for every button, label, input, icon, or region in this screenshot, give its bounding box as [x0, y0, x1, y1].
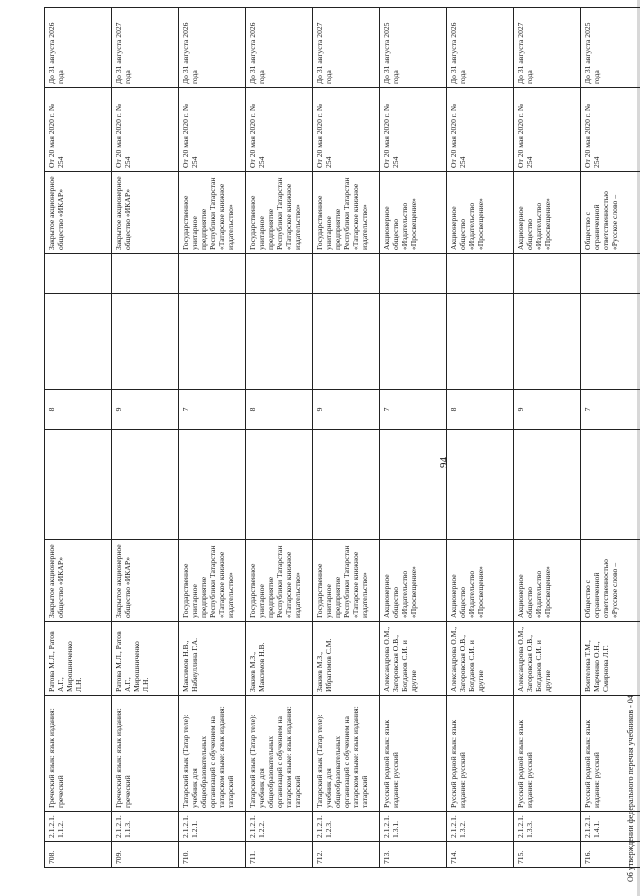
cell-publisher_b: Акционерное общество «Издательство «Просвещение» [449, 198, 485, 250]
row-authors [112, 622, 179, 696]
row-blank [514, 430, 581, 540]
cell-until: До 31 августа 2026 года [181, 22, 199, 84]
row-publisher [112, 540, 179, 622]
row-order [380, 88, 447, 172]
cell-ex: 9 [516, 407, 525, 412]
row-valid-until [313, 8, 380, 88]
row-blank [380, 294, 447, 390]
cell-title: Татарский язык (Татар теле): учебник для общеобразовательных организаций с обучением на татарском языке: язык издания: татарский [315, 706, 369, 808]
cell-title: Русский родной язык: язык издания: русский [583, 719, 601, 808]
row-publisher-repeat [45, 172, 112, 254]
cell-order: От 20 мая 2020 г. № 254 [583, 103, 601, 168]
row-blank [112, 254, 179, 294]
row-blank [179, 430, 246, 540]
table-row [45, 8, 112, 868]
cell-authors: Александрова О.М., Загоровская О.В., Богданов С.И. и другие [382, 626, 418, 692]
cell-title: Русский родной язык: язык издания: русский [516, 719, 534, 808]
row-grade [246, 390, 313, 430]
row-blank [179, 254, 246, 294]
row-number [313, 842, 380, 868]
row-blank [581, 430, 640, 540]
cell-publisher_b: Государственное унитарное предприятие Республики Татарстан «Татарское книжное издательство» [248, 177, 302, 250]
cell-authors: Максимов Н.В., Набиуллина Г.А. [181, 637, 199, 692]
row-code [179, 812, 246, 842]
table-row [246, 8, 313, 868]
row-blank [514, 254, 581, 294]
row-blank [447, 254, 514, 294]
cell-no: 715. [516, 850, 525, 864]
cell-authors: Воителева Т.М., Марченко О.Н., Смирнова Л.Г. [583, 640, 610, 692]
row-blank [246, 254, 313, 294]
row-grade [514, 390, 581, 430]
row-valid-until [179, 8, 246, 88]
row-publisher [246, 540, 313, 622]
table-row [313, 8, 380, 868]
row-order [581, 88, 640, 172]
row-code [380, 812, 447, 842]
cell-order: От 20 мая 2020 г. № 254 [449, 103, 467, 168]
row-code [246, 812, 313, 842]
cell-code: 2.1.2.1.1.3.3. [516, 815, 534, 838]
row-blank [380, 254, 447, 294]
row-grade [112, 390, 179, 430]
cell-publisher_a: Акционерное общество «Издательство «Просвещение» [449, 566, 485, 618]
cell-publisher_a: Государственное унитарное предприятие Республики Татарстан «Татарское книжное издательство» [181, 545, 235, 618]
row-authors [514, 622, 581, 696]
row-number [380, 842, 447, 868]
table-row [380, 8, 447, 868]
row-publisher [380, 540, 447, 622]
row-valid-until [514, 8, 581, 88]
cell-ex: 7 [181, 407, 190, 412]
row-title [246, 696, 313, 812]
cell-ex: 9 [315, 407, 324, 412]
row-grade [447, 390, 514, 430]
row-code [514, 812, 581, 842]
cell-no: 708. [47, 850, 56, 864]
row-order [45, 88, 112, 172]
cell-publisher_a: Акционерное общество «Издательство «Просвещение» [516, 566, 552, 618]
row-order [179, 88, 246, 172]
row-authors [581, 622, 640, 696]
row-blank [313, 430, 380, 540]
cell-authors: Закиев М.З., Ибрагимов С.М. [315, 638, 333, 692]
row-blank [112, 430, 179, 540]
cell-until: До 31 августа 2025 года [583, 22, 601, 84]
cell-authors: Александрова О.М., Загоровская О.В., Богданов С.И. и другие [449, 626, 485, 692]
row-publisher-repeat [313, 172, 380, 254]
footer-note: Об утверждении федерального перечня учебников - 04 [626, 695, 635, 882]
row-blank [246, 430, 313, 540]
cell-ex: 7 [583, 407, 592, 412]
row-order [313, 88, 380, 172]
row-order [447, 88, 514, 172]
page-number: 94 [438, 457, 450, 468]
cell-until: До 31 августа 2027 года [315, 22, 333, 84]
cell-no: 712. [315, 850, 324, 864]
cell-order: От 20 мая 2020 г. № 254 [315, 103, 333, 168]
cell-publisher_b: Государственное унитарное предприятие Республики Татарстан «Татарское книжное издательство» [315, 177, 369, 250]
cell-publisher_a: Государственное унитарное предприятие Республики Татарстан «Татарское книжное издательство» [315, 545, 369, 618]
cell-until: До 31 августа 2027 года [516, 22, 534, 84]
row-authors [313, 622, 380, 696]
row-blank [581, 254, 640, 294]
cell-title: Татарский язык (Татар теле): учебник для общеобразовательных организаций с обучением на татарском языке: язык издания: татарский [181, 706, 235, 808]
cell-order: От 20 мая 2020 г. № 254 [516, 103, 534, 168]
cell-publisher_b: Закрытое акционерное общество «ИКАР» [114, 176, 132, 250]
cell-no: 716. [583, 850, 592, 864]
row-valid-until [45, 8, 112, 88]
row-authors [246, 622, 313, 696]
row-blank [313, 294, 380, 390]
row-publisher-repeat [179, 172, 246, 254]
row-valid-until [581, 8, 640, 88]
cell-no: 711. [248, 850, 257, 864]
cell-until: До 31 августа 2026 года [449, 22, 467, 84]
row-blank [179, 294, 246, 390]
table-row [447, 8, 514, 868]
cell-until: До 31 августа 2027 года [114, 22, 132, 84]
row-valid-until [246, 8, 313, 88]
row-number [179, 842, 246, 868]
cell-no: 709. [114, 850, 123, 864]
cell-code: 2.1.2.1.1.3.1. [382, 815, 400, 838]
row-title [313, 696, 380, 812]
cell-ex: 8 [248, 407, 257, 412]
row-publisher-repeat [112, 172, 179, 254]
cell-order: От 20 мая 2020 г. № 254 [248, 103, 266, 168]
cell-title: Татарский язык (Татар теле): учебник для общеобразовательных организаций с обучением на татарском языке: язык издания: татарский [248, 706, 302, 808]
cell-until: До 31 августа 2025 года [382, 22, 400, 84]
cell-title: Греческий язык: язык издания: греческий [47, 708, 65, 808]
row-publisher-repeat [447, 172, 514, 254]
cell-publisher_a: Государственное унитарное предприятие Республики Татарстан «Татарское книжное издательство» [248, 545, 302, 618]
row-number [112, 842, 179, 868]
row-grade [380, 390, 447, 430]
row-valid-until [112, 8, 179, 88]
row-order [112, 88, 179, 172]
row-authors [447, 622, 514, 696]
row-code [313, 812, 380, 842]
row-order [514, 88, 581, 172]
row-title [380, 696, 447, 812]
cell-title: Греческий язык: язык издания: греческий [114, 708, 132, 808]
table-row [179, 8, 246, 868]
cell-no: 713. [382, 850, 391, 864]
cell-publisher_b: Акционерное общество «Издательство «Просвещение» [382, 198, 418, 250]
row-valid-until [380, 8, 447, 88]
cell-order: От 20 мая 2020 г. № 254 [114, 103, 132, 168]
row-title [514, 696, 581, 812]
row-grade [313, 390, 380, 430]
row-publisher-repeat [380, 172, 447, 254]
cell-order: От 20 мая 2020 г. № 254 [382, 103, 400, 168]
cell-no: 714. [449, 850, 458, 864]
table-row [112, 8, 179, 868]
row-title [112, 696, 179, 812]
cell-publisher_b: Государственное унитарное предприятие Республики Татарстан «Татарское книжное издательство» [181, 177, 235, 250]
row-authors [380, 622, 447, 696]
textbook-table [44, 7, 640, 868]
cell-ex: 7 [382, 407, 391, 412]
row-blank [380, 430, 447, 540]
row-number [45, 842, 112, 868]
row-blank [45, 254, 112, 294]
table-row [514, 8, 581, 868]
row-code [45, 812, 112, 842]
cell-authors: Ратова М.Л., Ратов А.Г., Мирошниченко Л.Н. [114, 631, 150, 692]
row-title [447, 696, 514, 812]
row-blank [45, 430, 112, 540]
cell-publisher_a: Закрытое акционерное общество «ИКАР» [47, 544, 65, 618]
cell-title: Русский родной язык: язык издания: русский [449, 719, 467, 808]
row-publisher [45, 540, 112, 622]
row-blank [447, 430, 514, 540]
row-blank [112, 294, 179, 390]
cell-publisher_a: Общество с ограниченной ответственностью «Русское слово – [583, 559, 619, 618]
row-blank [246, 294, 313, 390]
cell-publisher_a: Закрытое акционерное общество «ИКАР» [114, 544, 132, 618]
cell-title: Русский родной язык: язык издания: русский [382, 719, 400, 808]
row-title [179, 696, 246, 812]
row-authors [179, 622, 246, 696]
row-blank [514, 294, 581, 390]
cell-order: От 20 мая 2020 г. № 254 [181, 103, 199, 168]
cell-publisher_b: Закрытое акционерное общество «ИКАР» [47, 176, 65, 250]
row-publisher-repeat [246, 172, 313, 254]
row-grade [45, 390, 112, 430]
cell-code: 2.1.2.1.1.2.2. [248, 815, 266, 838]
row-blank [313, 254, 380, 294]
cell-ex: 8 [449, 407, 458, 412]
row-publisher [514, 540, 581, 622]
cell-order: От 20 мая 2020 г. № 254 [47, 103, 65, 168]
cell-code: 2.1.2.1.1.1.3. [114, 815, 132, 838]
row-publisher [179, 540, 246, 622]
cell-publisher_a: Акционерное общество «Издательство «Просвещение» [382, 566, 418, 618]
cell-authors: Ратова М.Л., Ратов А.Г., Мирошниченко Л.Н. [47, 631, 83, 692]
cell-authors: Александрова О.М., Загоровская О.В., Богданов С.И. и другие [516, 626, 552, 692]
row-code [112, 812, 179, 842]
row-grade [581, 390, 640, 430]
cell-authors: Закиев М.З., Максимов Н.В. [248, 642, 266, 692]
row-number [514, 842, 581, 868]
row-publisher [581, 540, 640, 622]
row-publisher-repeat [514, 172, 581, 254]
row-blank [447, 294, 514, 390]
row-blank [45, 294, 112, 390]
cell-code: 2.1.2.1.1.4.1. [583, 815, 601, 838]
cell-publisher_b: Акционерное общество «Издательство «Просвещение» [516, 198, 552, 250]
row-blank [581, 294, 640, 390]
row-publisher [447, 540, 514, 622]
row-grade [179, 390, 246, 430]
row-number [246, 842, 313, 868]
cell-code: 2.1.2.1.1.2.1. [181, 815, 199, 838]
row-publisher [313, 540, 380, 622]
cell-until: До 31 августа 2026 года [47, 22, 65, 84]
row-valid-until [447, 8, 514, 88]
cell-until: До 31 августа 2026 года [248, 22, 266, 84]
cell-ex: 9 [114, 407, 123, 412]
cell-publisher_b: Общество с ограниченной ответственностью «Русское слово – [583, 191, 619, 250]
row-order [246, 88, 313, 172]
row-number [447, 842, 514, 868]
cell-code: 2.1.2.1.1.3.2. [449, 815, 467, 838]
cell-code: 2.1.2.1.1.1.2. [47, 815, 65, 838]
cell-code: 2.1.2.1.1.2.3. [315, 815, 333, 838]
row-publisher-repeat [581, 172, 640, 254]
row-authors [45, 622, 112, 696]
cell-ex: 8 [47, 407, 56, 412]
row-title [45, 696, 112, 812]
row-code [447, 812, 514, 842]
cell-no: 710. [181, 850, 190, 864]
